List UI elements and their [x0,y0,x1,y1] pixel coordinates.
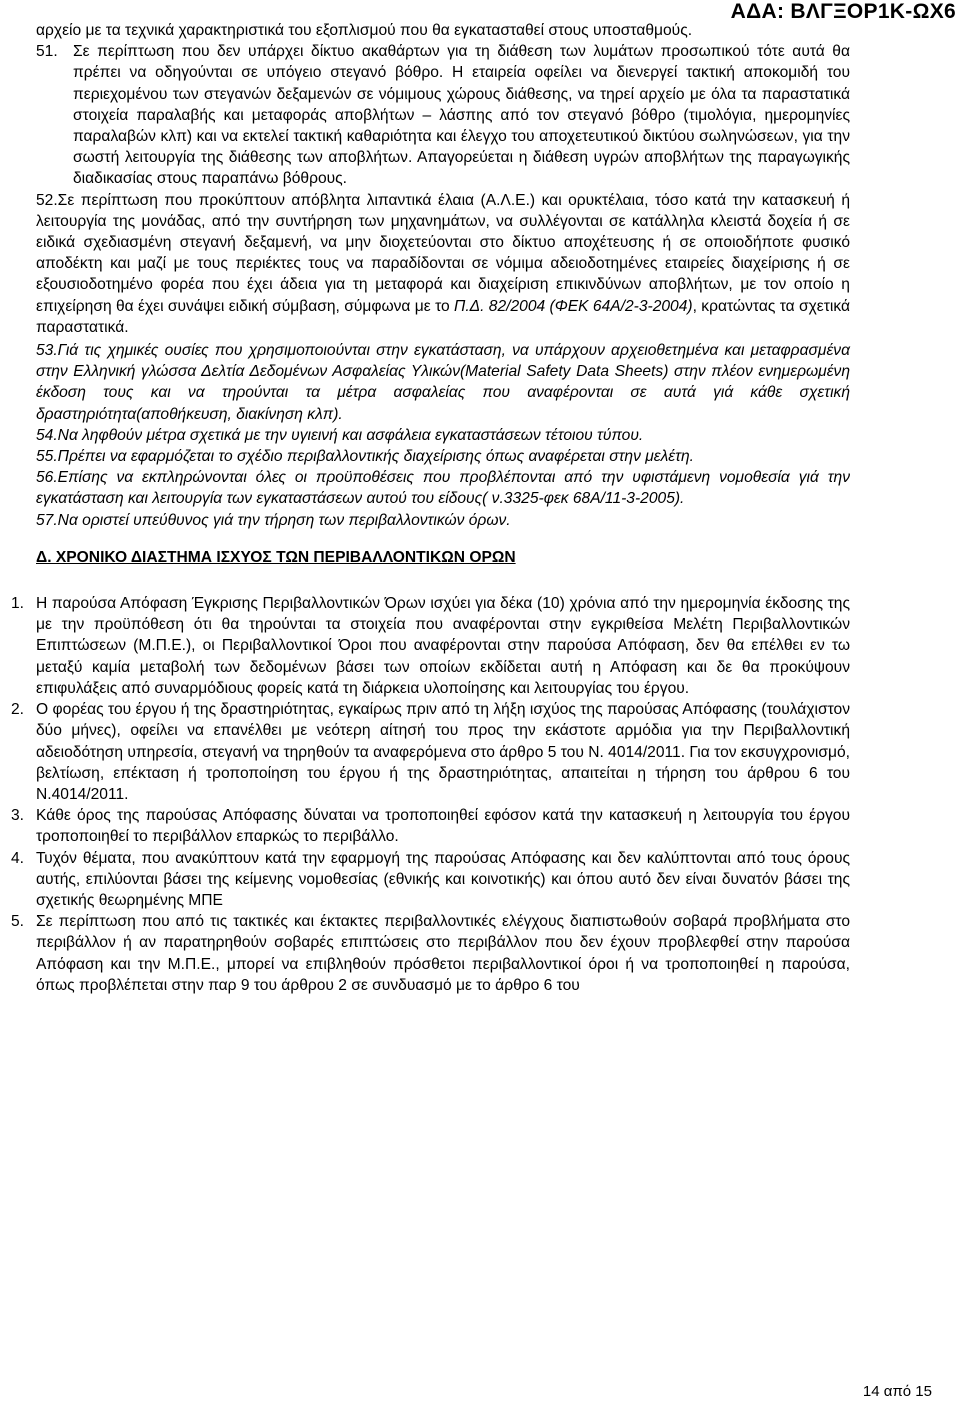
paragraph-53: 53.Γιά τις χημικές ουσίες που χρησιμοποιούνται στην εγκατάσταση, να υπάρχουν αρχειοθετημένα και μεταφρασμένα στην Ελληνική γλώσσα Δελτία Δεδομένων Ασφαλείας Υλικών(Material Safety Data Sheets) στην πλέον ενημερωμένη έκδοση τους και να τηρούνται τα μέτρα ασφαλείας που αναφέρονται σε αυτά γιά κάθε σχετική δραστηριότητα(αποθήκευση, διακίνηση κλπ). [36,342,850,423]
list-text: Ο φορέας του έργου ή της δραστηριότητας, εγκαίρως πριν από τη λήξη ισχύος της παρούσας Απόφασης (τουλάχιστον δύο μήνες), οφείλει να επανέλθει με νεότερη αίτησή του προς την εκάστοτε αρμόδια για την Περιβαλλοντική αδειοδότηση υπηρεσία, στεγανή να τηρηθούν τα αναφερόμενα στο άρθρο 5 του Ν. 4014/2011. Για τον εκσυγχρονισμό, βελτίωση, επέκταση ή τροποποίηση του έργου ή της δραστηριότητας, απαιτείται η τήρηση του άρθρου 6 του Ν.4014/2011. [36,701,850,803]
paragraph-56: 56.Επίσης να εκπληρώνονται όλες οι προϋποθέσεις που προβλέπονται από την υφιστάμενη νομοθεσία γιά την εγκατάσταση και λειτουργία των εγκαταστάσεων αυτού του είδους( ν.3325-φεκ 68Α/11-3-2005). [36,469,850,508]
document-body [11,20,851,996]
decree-reference: Π.Δ. 82/2004 (ΦΕΚ 64Α/2-3-2004) [454,297,693,315]
list-text: Σε περίπτωση που από τις τακτικές και έκτακτες περιβαλλοντικές ελέγχους διαπιστωθούν σοβαρά προβλήματα στο περιβάλλον ή αν παρατηρηθούν σοβαρές επιπτώσεις στο περιβάλλον που δεν έχουν προβλεφθεί στην παρούσα Απόφαση και την Μ.Π.Ε., μπορεί να επιβληθούν πρόσθετοι περιβαλλοντικοί όροι ή να τροποποιηθεί η παρούσα, όπως προβλέπεται στην παρ 9 του άρθρου 2 σε συνδυασμό με το άρθρο 6 του [36,913,850,994]
paragraph-continuation: αρχείο με τα τεχνικά χαρακτηριστικά του εξοπλισμού που θα εγκατασταθεί στους υποσταθμούς. [36,22,693,39]
paragraph-55: 55.Πρέπει να εφαρμόζεται το σχέδιο περιβαλλοντικής διαχείρισης όπως αναφέρεται στην μελέτη. [36,448,694,466]
page-number: 14 από 15 [862,1383,932,1400]
ada-code: ΑΔΑ: ΒΛΓΞΟΡ1Κ-ΩΧ6 [730,0,956,23]
paragraph-51 [36,41,850,189]
list-text: Η παρούσα Απόφαση Έγκρισης Περιβαλλοντικών Όρων ισχύει για δέκα (10) χρόνια από την ημερομηνία έκδοσης της με την προϋπόθεση ότι θα τηρούνται τα στοιχεία που αναφέρονται στην εγκριθείσα Μελέτη Περιβαλλοντικών Επιπτώσεων (Μ.Π.Ε.), οι Περιβαλλοντικοί Όροι που αναφέρονται στην παρούσα Απόφαση, δεν θα επέλθει εν τω μεταξύ καμία μεταβολή των δεδομένων βάσει των οποίων εκδίδεται αυτή η Απόφαση και δε θα προκύψουν επιφυλάξεις από συναρμόδιους φορείς κατά τη διάρκεια υλοποίησης και λειτουργίας του έργου. [36,595,850,697]
paragraph-number: 51. [36,43,58,61]
validity-list [11,593,850,996]
list-text: Τυχόν θέματα, που ανακύπτουν κατά την εφαρμογή της παρούσας Απόφασης και δεν καλύπτονται από τους όρους αυτής, επιλύονται βάσει της κείμενης νομοθεσίας (εθνικής και κοινοτικής) και όπου αυτό δεν είναι δυνατόν βάσει της σχετικής θεωρημένης ΜΠΕ [36,849,850,909]
list-item: 5. Σε περίπτωση που από τις τακτικές και έκτακτες περιβαλλοντικές ελέγχους διαπιστωθούν σοβαρά προβλήματα στο περιβάλλον ή αν παρατηρηθούν σοβαρές επιπτώσεις στο περιβάλλον που δεν έχουν προβλεφθεί στην παρούσα Απόφαση και την Μ.Π.Ε., μπορεί να επιβληθούν πρόσθετοι περιβαλλοντικοί όροι ή να τροποποιηθεί η παρούσα, όπως προβλέπεται στην παρ 9 του άρθρου 2 σε συνδυασμό με το άρθρο 6 του [36,911,850,996]
list-item: 2. Ο φορέας του έργου ή της δραστηριότητας, εγκαίρως πριν από τη λήξη ισχύος της παρούσας Απόφασης (τουλάχιστον δύο μήνες), οφείλει να επανέλθει με νεότερη αίτησή του προς την εκάστοτε αρμόδια για την Περιβαλλοντική αδειοδότηση υπηρεσία, στεγανή να τηρηθούν τα αναφερόμενα στο άρθρο 5 του Ν. 4014/2011. Για τον εκσυγχρονισμό, βελτίωση, επέκταση ή τροποποίηση του έργου ή της δραστηριότητας, απαιτείται η τήρηση του άρθρου 6 του Ν.4014/2011. [36,699,850,805]
list-item: 4. Τυχόν θέματα, που ανακύπτουν κατά την εφαρμογή της παρούσας Απόφασης και δεν καλύπτονται από τους όρους αυτής, επιλύονται βάσει της κείμενης νομοθεσίας (εθνικής και κοινοτικής) και όπου αυτό δεν είναι δυνατόν βάσει της σχετικής θεωρημένης ΜΠΕ [36,848,850,912]
paragraph-text: Σε περίπτωση που δεν υπάρχει δίκτυο ακαθάρτων για τη διάθεση των λυμάτων προσωπικού τότε αυτά θα πρέπει να οδηγούνται σε υπόγειο στεγανό βόθρο. Η εταιρεία οφείλει να διενεργεί τακτική αποκομιδή του περιεχομένου των στεγανών δεξαμενών σε νόμιμους χώρους διάθεσης, να τηρεί αρχείο με όλα τα παραστατικά στοιχεία παραλαβής και μεταφοράς αποβλήτων – λάσπης από τον στεγανό βόθρο (τιμολόγια, ημερομηνίες παραλαβών κλπ) και να εκτελεί τακτική καθαριότητα και έλεγχο του αποχετευτικού δικτύου σωληνώσεων, για την σωστή λειτουργία της διάθεσης των αποβλήτων. Απαγορεύεται η διάθεση υγρών αποβλήτων της παραγωγικής διαδικασίας στους παραπάνω βόθρους. [73,43,850,188]
paragraph-text: 52.Σε περίπτωση που προκύπτουν απόβλητα λιπαντικά έλαια (Α.Λ.Ε.) και ορυκτέλαια, τόσο κατά την κατασκευή ή λειτουργία της μονάδας, από την συντήρηση των μηχανημάτων, να συλλέγονται σε κατάλληλα κλειστά δοχεία ή σε ειδικά σχεδιασμένη στεγανή δεξαμενή, να μην διοχετεύονται στο δίκτυο αποχέτευσης ή σε οποιοδήποτε φυσικό αποδέκτη και μαζί με τους περιέκτες τους να παραδίδονται σε νόμιμα αδειοδοτημένες εταιρείες διαχείρισης ή σε εξουσιοδοτημένο φορέα που έχει άδεια για τη μεταφορά και διαχείριση επικινδύνων αποβλήτων, με τον οποίο η επιχείρηση θα έχει συνάψει ειδική σύμβαση, σύμφωνα με το [36,191,850,315]
list-text: Κάθε όρος της παρούσας Απόφασης δύναται να τροποποιηθεί εφόσον κατά την κατασκευή η λειτουργία του έργου τροποποιηθεί το περιβάλλον επαρκώς το περιβάλλο. [36,807,850,846]
paragraph-text: , κρατώντας τα σχετικά παραστατικά. [36,297,851,336]
list-item: 3. Κάθε όρος της παρούσας Απόφασης δύναται να τροποποιηθεί εφόσον κατά την κατασκευή η λειτουργία του έργου τροποποιηθεί το περιβάλλον επαρκώς το περιβάλλο. [36,805,850,847]
list-item: 1. Η παρούσα Απόφαση Έγκρισης Περιβαλλοντικών Όρων ισχύει για δέκα (10) χρόνια από την ημερομηνία έκδοσης της με την προϋπόθεση ότι θα τηρούνται τα στοιχεία που αναφέρονται στην εγκριθείσα Μελέτη Περιβαλλοντικών Επιπτώσεων (Μ.Π.Ε.), οι Περιβαλλοντικοί Όροι που αναφέρονται στην παρούσα Απόφαση, δεν θα επέλθει εν τω μεταξύ καμία μεταβολή των δεδομένων βάσει των οποίων εκδίδεται αυτή η Απόφαση και δε θα προκύψουν επιφυλάξεις από συναρμόδιους φορείς κατά τη διάρκεια υλοποίησης και λειτουργίας του έργου. [36,593,850,699]
paragraph-52 [36,190,850,338]
section-heading: Δ. ΧΡΟΝΙΚΟ ΔΙΑΣΤΗΜΑ ΙΣΧΥΟΣ ΤΩΝ ΠΕΡΙΒΑΛΛΟΝΤΙΚΩΝ ΟΡΩΝ [36,548,516,566]
paragraph-57: 57.Να οριστεί υπεύθυνος γιά την τήρηση των περιβαλλοντικών όρων. [36,511,511,529]
paragraph-54: 54.Να ληφθούν μέτρα σχετικά με την υγιεινή και ασφάλεια εγκαταστάσεων τέτοιου τύπου. [36,426,644,444]
